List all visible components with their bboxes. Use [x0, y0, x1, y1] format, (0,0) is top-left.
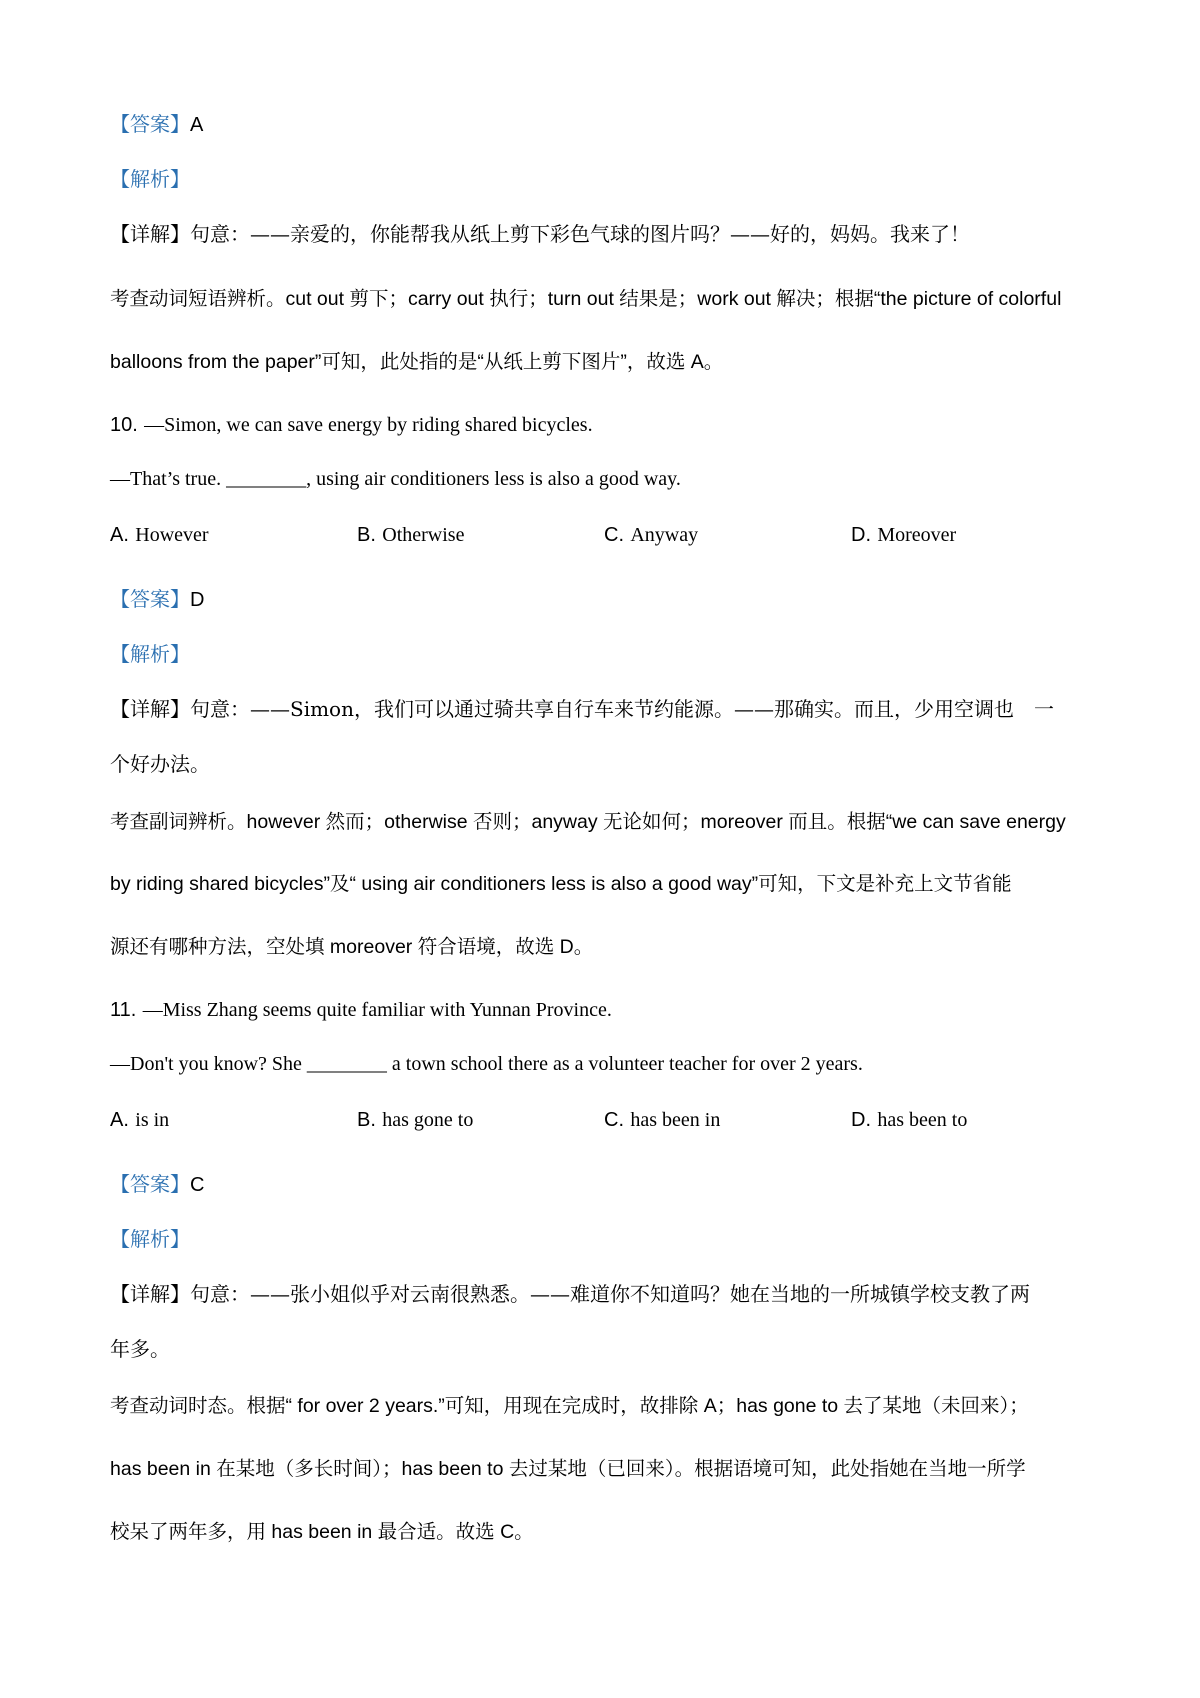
q10-detail-line-2: 个好办法。: [110, 752, 210, 776]
q11-detail-line-2: 年多。: [110, 1337, 170, 1361]
q10-explain-line-2: by riding shared bicycles”及“ using air conditioners less is also a good way”可知，下文是补充上文节省能: [110, 873, 1012, 895]
answer-value: A: [190, 114, 204, 136]
detail-tag: 【详解】: [110, 697, 190, 721]
q9-detail-line: [110, 220, 1090, 248]
q11-analysis-line: [110, 1225, 1090, 1253]
analysis-tag: 【解析】: [110, 642, 190, 666]
q9-analysis-line: [110, 165, 1090, 193]
q9-explain-line-2: balloons from the paper”可知，此处指的是“从纸上剪下图片”，故选 A。: [110, 351, 724, 373]
q11-explain-line-1: 考查动词时态。根据“ for over 2 years.”可知，用现在完成时，故排除 A；has gone to 去了某地（未回来）；: [110, 1395, 1029, 1417]
q11-stem-line-1: [110, 995, 1090, 1024]
q10-stem-line-2: —That’s true. ________, using air conditioners less is also a good way.: [110, 468, 681, 490]
detail-text: 句意：——Simon，我们可以通过骑共享自行车来节约能源。——那确实。而且，少用空调也 一: [190, 697, 1054, 721]
question-stem: —Simon, we can save energy by riding shared bicycles.: [144, 414, 593, 436]
answer-tag: 【答案】: [110, 587, 190, 611]
q11-answer-line: [110, 1170, 1090, 1199]
option-d: D. has been to: [851, 1109, 968, 1131]
option-b: B. has gone to: [357, 1109, 474, 1131]
option-a: A. However: [110, 524, 209, 546]
q10-answer-line: [110, 585, 1090, 614]
q9-explain-line-1: 考查动词短语辨析。cut out 剪下；carry out 执行；turn out 结果是；work out 解决；根据“the picture of colorful: [110, 288, 1062, 310]
answer-value: C: [190, 1174, 205, 1196]
option-c: C. has been in: [604, 1109, 721, 1131]
answer-value: D: [190, 589, 205, 611]
option-d: D. Moreover: [851, 524, 957, 546]
answer-tag: 【答案】: [110, 112, 190, 136]
q9-answer-line: [110, 110, 1090, 139]
option-b: B. Otherwise: [357, 524, 465, 546]
answer-tag: 【答案】: [110, 1172, 190, 1196]
q11-explain-line-3: 校呆了两年多，用 has been in 最合适。故选 C。: [110, 1521, 534, 1543]
q10-explain-line-1: 考查副词辨析。however 然而；otherwise 否则；anyway 无论如何；moreover 而且。根据“we can save energy: [110, 811, 1066, 833]
detail-tag: 【详解】: [110, 1282, 190, 1306]
option-a: A. is in: [110, 1109, 170, 1131]
detail-text: 句意：——亲爱的，你能帮我从纸上剪下彩色气球的图片吗？——好的，妈妈。我来了！: [190, 222, 970, 246]
question-number: 11.: [110, 999, 137, 1021]
detail-tag: 【详解】: [110, 222, 190, 246]
q11-explain-line-2: has been in 在某地（多长时间）；has been to 去过某地（已回来）。根据语境可知，此处指她在当地一所学: [110, 1458, 1026, 1480]
analysis-tag: 【解析】: [110, 1227, 190, 1251]
analysis-tag: 【解析】: [110, 167, 190, 191]
question-stem: —Miss Zhang seems quite familiar with Yunnan Province.: [142, 999, 612, 1021]
q10-stem-line-1: [110, 410, 1090, 439]
q11-stem-line-2: —Don't you know? She ________ a town school there as a volunteer teacher for over 2 years.: [110, 1053, 863, 1075]
q10-explain-line-3: 源还有哪种方法，空处填 moreover 符合语境，故选 D。: [110, 936, 594, 958]
option-c: C. Anyway: [604, 524, 699, 546]
q10-analysis-line: [110, 640, 1090, 668]
q10-options: [110, 520, 1090, 548]
q11-options: [110, 1105, 1090, 1133]
detail-text: 句意：——张小姐似乎对云南很熟悉。——难道你不知道吗？她在当地的一所城镇学校支教了两: [190, 1282, 1030, 1306]
question-number: 10.: [110, 414, 138, 436]
q11-detail-line-1: [110, 1280, 1090, 1308]
q10-detail-line-1: [110, 695, 1090, 723]
